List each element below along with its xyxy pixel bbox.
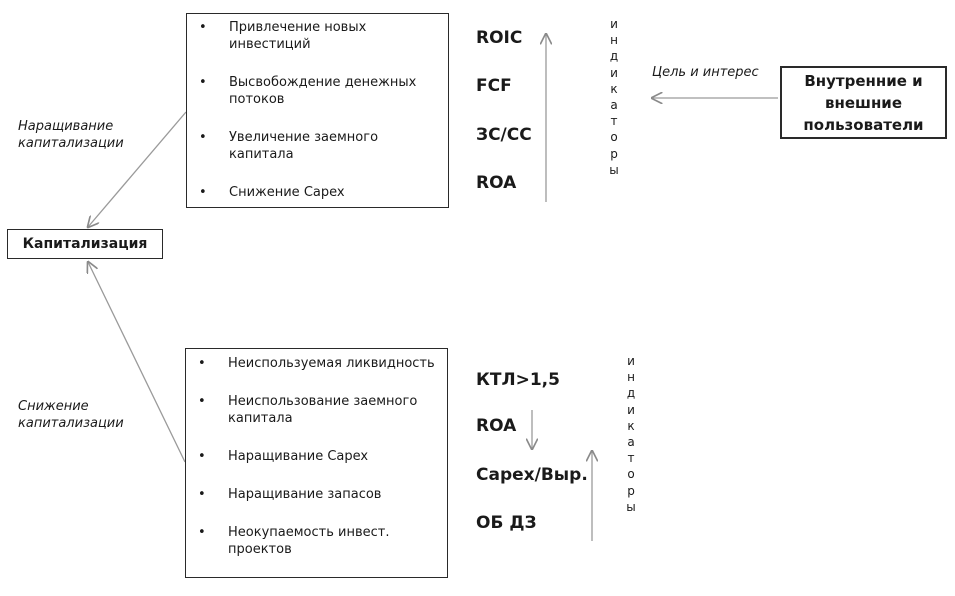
vertical-letter: т: [627, 451, 635, 466]
list-item: • Высвобождение денежных потоков: [187, 74, 448, 108]
list-item: • Привлечение новых инвестиций: [187, 19, 448, 53]
vertical-letter: и: [610, 65, 618, 80]
list-item: • Неиспользование заемного капитала: [186, 393, 447, 427]
vertical-letter: р: [610, 146, 618, 161]
list-item: • Снижение Capex: [187, 184, 448, 201]
vertical-letter: р: [627, 483, 635, 498]
list-item: • Неиспользуемая ликвидность: [186, 355, 447, 372]
vertical-letter: н: [627, 370, 635, 385]
list-item: • Неокупаемость инвест. проектов: [186, 524, 447, 558]
indicator-current-ratio: КТЛ>1,5: [476, 370, 560, 390]
indicator-receivables-turnover: ОБ ДЗ: [476, 513, 537, 533]
vertical-letter: д: [626, 386, 636, 401]
decline-label: Снижение капитализации: [18, 399, 124, 431]
vertical-letter: и: [627, 402, 635, 417]
users-box: [780, 66, 947, 139]
vertical-letter: ы: [626, 499, 636, 514]
vertical-letter: д: [609, 49, 619, 64]
indicator-roa-bottom: ROA: [476, 416, 517, 436]
vertical-letter: н: [610, 33, 618, 48]
list-item: • Увеличение заемного капитала: [187, 129, 448, 163]
vertical-letter: о: [610, 130, 618, 145]
vertical-letter: о: [627, 467, 635, 482]
vertical-letter: ы: [609, 162, 619, 177]
list-item: • Наращивание Capex: [186, 448, 447, 465]
vertical-letter: к: [627, 418, 635, 433]
growth-label: Наращивание капитализации: [18, 119, 124, 151]
growth-factors-list: [187, 14, 448, 201]
capitalization-box: [7, 229, 163, 259]
capitalization-growth-factors-box: [186, 13, 449, 208]
vertical-letter: и: [627, 354, 635, 368]
vertical-letter: т: [610, 114, 618, 129]
indicator-capex-revenue: Capex/Выр.: [476, 465, 588, 485]
vertical-letter: а: [610, 98, 618, 113]
indicator-roic: ROIC: [476, 28, 523, 48]
capitalization-label: Капитализация: [22, 236, 148, 252]
indicator-roa-top: ROA: [476, 173, 517, 193]
vertical-label-bottom: [624, 353, 638, 515]
vertical-letter: а: [627, 435, 635, 450]
decline-factors-list: [186, 349, 447, 558]
goal-label: Цель и интерес: [652, 65, 759, 80]
indicator-debt-equity: ЗС/СС: [476, 125, 532, 145]
users-label: Внутренние и внешние пользователи: [803, 71, 924, 134]
vertical-label-top: [607, 16, 621, 178]
vertical-letter: к: [610, 81, 618, 96]
vertical-letter: и: [610, 17, 618, 31]
list-item: • Наращивание запасов: [186, 486, 447, 503]
decline-arrow: [88, 262, 185, 462]
indicator-fcf: FCF: [476, 76, 512, 96]
capitalization-decline-factors-box: [185, 348, 448, 578]
